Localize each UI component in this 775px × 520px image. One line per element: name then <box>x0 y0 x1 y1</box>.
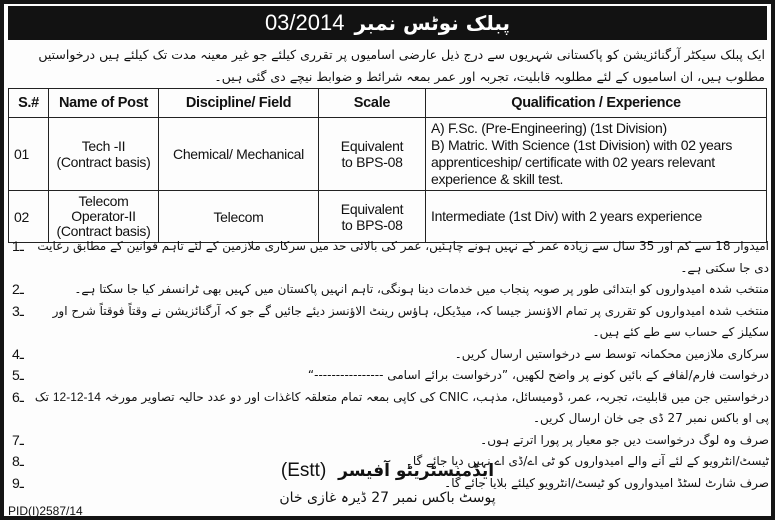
post-name: Telecom <box>78 193 129 209</box>
condition-text: صرف شارٹ لسٹڈ امیدواروں کو ٹیسٹ/انٹرویو کیلئے بلایا جائے گا۔ <box>444 475 769 490</box>
qualification-line: A) F.Sc. (Pre-Engineering) (1st Division) <box>431 120 667 136</box>
intro-paragraph: ایک پبلک سیکٹر آرگنائزیشن کو پاکستانی شہریوں سے درج ذیل عارضی اسامیوں پر تقرری کیلئے جو غیر معینہ مدت تک کیلئے ہیں درخواستیں مطلوب ہیں، ان اسامیوں کے لئے مطلوبہ قابلیت، تجربہ اور عمر بمعہ شرائط و ضوابط نیچے دی گئی ہیں۔ <box>38 47 765 84</box>
condition-text: امیدوار 18 سے کم اور 35 سال سے زیادہ عمر کے نہیں ہونے چاہئیں، عمر کی بالائی حد میں سرکاری ملازمین کے لئے تاہم قوانین کے مطابق رعایت دی جا سکتی ہے۔ <box>37 239 769 275</box>
cell-post <box>49 191 159 243</box>
header-discipline: Discipline/ Field <box>159 89 319 118</box>
cell-post <box>49 118 159 191</box>
conditions-list <box>12 236 769 494</box>
header-qualification: Qualification / Experience <box>426 89 767 118</box>
condition-number: 9ـ <box>12 474 24 491</box>
list-item <box>12 430 769 452</box>
cell-scale <box>319 191 426 243</box>
condition-number: 6ـ <box>12 388 24 405</box>
condition-number: 4ـ <box>12 345 24 362</box>
condition-text-part: درخواستیں جن میں قابلیت، تجربہ، عمر، ڈومیسائل، مذہب، CNIC کی کاپی بمعہ تمام متعلقہ کاغذات اور دو عدد حالیہ تصاویر مورخہ <box>104 389 769 404</box>
post-basis: (Contract basis) <box>56 154 151 170</box>
post-name: Tech -II <box>81 138 126 154</box>
notice-title: پبلک نوٹس نمبر <box>354 11 511 35</box>
cell-qualification <box>426 118 767 191</box>
condition-text <box>34 387 769 430</box>
signatory-title-en: (Estt) <box>280 460 327 481</box>
scale-line: to BPS-08 <box>341 154 403 170</box>
cell-scale <box>319 118 426 191</box>
signatory-title <box>4 460 771 482</box>
header-post: Name of Post <box>49 89 159 118</box>
list-item <box>12 236 769 279</box>
posts-table <box>8 88 767 243</box>
condition-text-part: تک پی او باکس نمبر 27 ڈی جی خان ارسال کریں۔ <box>34 389 769 425</box>
condition-number: 2ـ <box>12 281 24 297</box>
scale-line: Equivalent <box>340 200 404 217</box>
condition-number: 1ـ <box>12 238 24 254</box>
cell-discipline: Chemical/ Mechanical <box>159 118 319 191</box>
list-item <box>12 301 769 344</box>
condition-number: 7ـ <box>12 431 24 448</box>
signatory-title-urdu: ایڈمنسٹریٹو آفیسر <box>338 461 495 481</box>
list-item <box>12 365 769 387</box>
cell-sno: 01 <box>9 118 49 191</box>
qualification-line: B) Matric. With Science (1st Division) with 02 years apprenticeship/ certificate with 02 years relevant experience & skill test. <box>431 137 733 187</box>
signatory-address: پوسٹ باکس نمبر 27 ڈیرہ غازی خان <box>279 490 496 506</box>
cell-discipline: Telecom <box>159 191 319 243</box>
notice-number: 03/2014 <box>264 10 345 35</box>
deadline-date: 12-12-14 <box>52 389 101 404</box>
condition-text: درخواست فارم/لفافے کے بائیں کونے پر واضح لکھیں، ”درخواست برائے اسامی ----------------“ <box>307 368 769 382</box>
notice-header-banner <box>8 6 767 40</box>
table-header-row <box>9 89 767 118</box>
condition-text: صرف وہ لوگ درخواست دیں جو معیار پر پورا اترتے ہوں۔ <box>480 432 769 447</box>
list-item <box>12 387 769 430</box>
condition-number: 5ـ <box>12 367 24 383</box>
condition-text: ٹیسٹ/انٹرویو کے لئے آنے والے امیدواروں کو ٹی اے/ڈی اے نہیں دیا جائے گا۔ <box>405 454 769 468</box>
list-item <box>12 279 769 301</box>
condition-text: منتخب شدہ امیدواروں کو ابتدائی طور پر صوبہ پنجاب میں خدمات دینا ہونگی، تاہم انہیں پاکستان میں کہیں بھی ٹرانسفر کیا جا سکتا ہے۔ <box>74 282 769 296</box>
post-basis: (Contract basis) <box>56 223 151 239</box>
table-row <box>9 191 767 243</box>
pid-code: PID(I)2587/14 <box>8 504 83 518</box>
condition-text: منتخب شدہ امیدواروں کو تقرری پر تمام الاؤنسز جیسا کہ، میڈیکل، ہاؤس رینٹ الاؤنسز دیئے جائیں گے جو کہ آرگنائزیشن نے وقتاً فوقتاً شرح اور سکیلز کے حساب سے طے کئے ہیں۔ <box>52 303 769 339</box>
scale-line: Equivalent <box>340 138 404 154</box>
header-sno: S.# <box>9 89 49 118</box>
condition-number: 3ـ <box>12 302 24 319</box>
table-row <box>9 118 767 191</box>
cell-sno: 02 <box>9 191 49 243</box>
condition-number: 8ـ <box>12 453 24 469</box>
scale-line: to BPS-08 <box>341 216 403 233</box>
post-name: Operator-II <box>71 208 136 224</box>
list-item <box>12 344 769 366</box>
condition-text: سرکاری ملازمین محکمانہ توسط سے درخواستیں ارسال کریں۔ <box>454 346 769 361</box>
cell-qualification: Intermediate (1st Div) with 2 years experience <box>426 191 767 243</box>
header-scale: Scale <box>319 89 426 118</box>
